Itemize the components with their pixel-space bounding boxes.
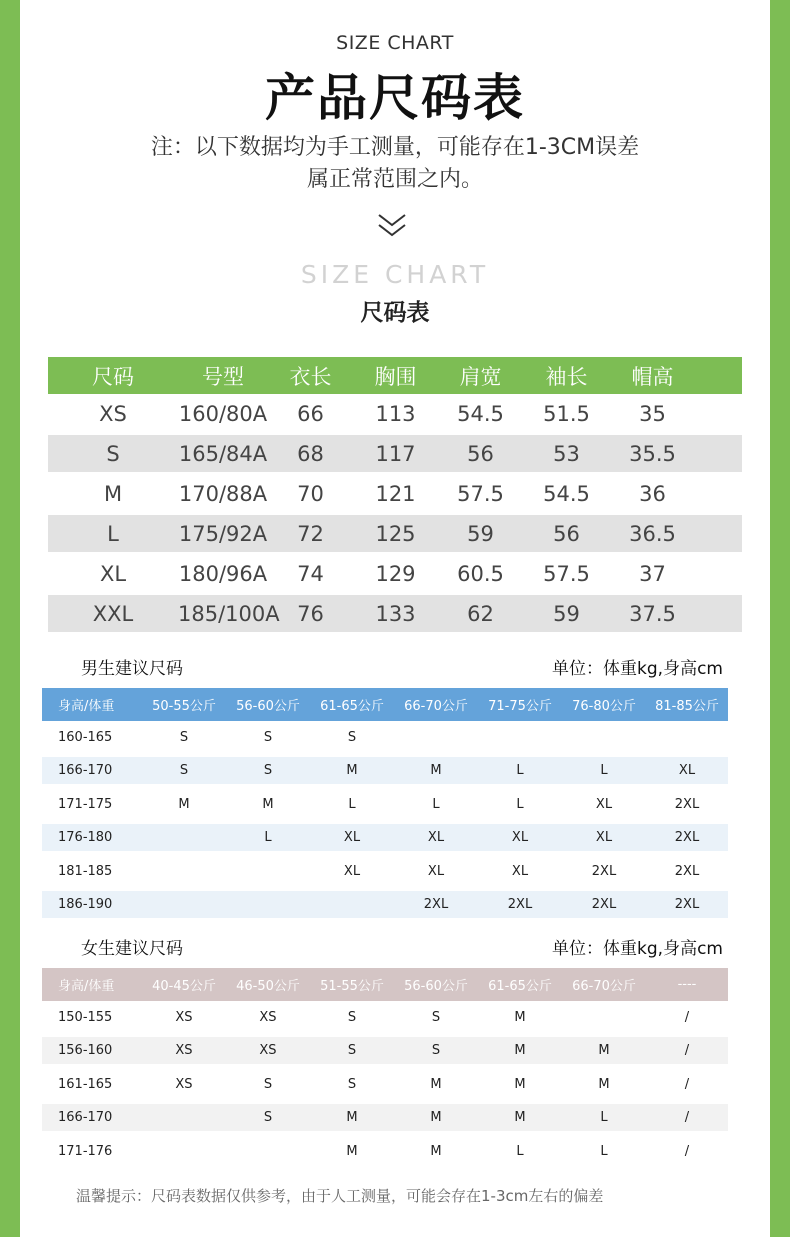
male-unit-label: 单位：体重kg,身高cm — [552, 659, 723, 679]
table-cell: M — [598, 1076, 610, 1092]
header-en-title: SIZE CHART — [336, 32, 454, 54]
double-chevron-down-icon — [376, 212, 408, 240]
table-cell: S — [179, 763, 189, 779]
header-cell: ---- — [677, 977, 697, 992]
header-cell: 50-55公斤 — [152, 699, 216, 714]
size-table-row — [48, 475, 742, 512]
table-cell: XL — [99, 561, 127, 586]
table-cell: 70 — [297, 481, 324, 506]
table-cell: XS — [99, 401, 127, 426]
table-cell: S — [263, 1076, 273, 1092]
table-cell: 72 — [297, 521, 324, 546]
table-cell: M — [346, 763, 358, 779]
table-cell: 171-176 — [58, 1143, 113, 1159]
table-cell: 2XL — [674, 863, 700, 879]
table-cell: XL — [343, 830, 361, 846]
table-cell: S — [179, 730, 189, 745]
table-cell: 56 — [553, 521, 580, 546]
size-chart-page — [20, 0, 770, 1237]
table-cell: L — [107, 521, 119, 546]
measurement-note-line1: 注：以下数据均为手工测量，可能存在1-3CM误差 — [150, 135, 640, 160]
table-cell: M — [514, 1076, 526, 1092]
table-cell: 37 — [639, 561, 666, 586]
table-cell: L — [432, 796, 440, 812]
table-cell: M — [430, 1143, 442, 1159]
section-subtitle: 尺码表 — [360, 300, 430, 326]
header-cell: 51-55公斤 — [320, 979, 384, 994]
table-cell: S — [347, 1043, 357, 1059]
male-table-row — [42, 757, 728, 784]
table-cell: S — [263, 763, 273, 779]
table-cell: 59 — [553, 601, 580, 626]
table-cell: S — [263, 1110, 273, 1126]
table-cell: 156-160 — [58, 1043, 113, 1059]
table-cell: 60.5 — [457, 561, 504, 586]
table-cell: 2XL — [591, 863, 617, 879]
header-cell: 衣长 — [289, 364, 332, 389]
table-cell: XS — [259, 1043, 277, 1059]
table-cell: M — [430, 1076, 442, 1092]
table-cell: XS — [175, 1076, 193, 1092]
header-cell: 56-60公斤 — [404, 979, 468, 994]
table-cell: XL — [343, 863, 361, 879]
table-cell: 56 — [467, 441, 494, 466]
table-cell: 51.5 — [543, 401, 590, 426]
header-cell: 身高/体重 — [58, 699, 115, 714]
table-cell: 57.5 — [543, 561, 590, 586]
table-cell: 35 — [639, 401, 666, 426]
male-table-row — [42, 824, 728, 851]
table-cell: XL — [427, 863, 445, 879]
table-cell: M — [514, 1110, 526, 1126]
table-cell: XS — [175, 1043, 193, 1059]
header-cell: 尺码 — [92, 364, 134, 389]
table-cell: 36 — [639, 481, 666, 506]
table-cell: 53 — [553, 441, 580, 466]
table-cell: XS — [175, 1010, 193, 1025]
table-cell: S — [263, 730, 273, 745]
table-cell: M — [430, 763, 442, 779]
table-cell: 2XL — [674, 796, 700, 812]
table-cell: 185/100A — [178, 601, 280, 626]
male-table-row — [42, 724, 728, 751]
header-cell: 号型 — [202, 364, 244, 389]
table-cell: S — [431, 1043, 441, 1059]
table-cell: L — [600, 1110, 608, 1126]
header-cell: 81-85公斤 — [655, 699, 719, 714]
table-cell: 59 — [467, 521, 494, 546]
table-cell: L — [516, 796, 524, 812]
male-table-header — [42, 688, 728, 721]
page-title: 产品尺码表 — [265, 69, 525, 127]
header-cell: 胸围 — [374, 364, 417, 389]
table-cell: M — [430, 1110, 442, 1126]
table-cell: 133 — [375, 601, 416, 626]
size-table-row — [48, 515, 742, 552]
female-table-header — [42, 968, 728, 1001]
female-table-row — [42, 1037, 728, 1064]
male-table-row — [42, 858, 728, 885]
table-cell: 175/92A — [178, 521, 268, 546]
table-cell: M — [598, 1043, 610, 1059]
table-cell: 2XL — [423, 897, 449, 912]
table-cell: 54.5 — [543, 481, 590, 506]
header-cell: 肩宽 — [459, 364, 502, 389]
measurement-note-line2: 属正常范围之内。 — [306, 167, 483, 192]
table-cell: 125 — [375, 521, 416, 546]
table-cell: XL — [511, 863, 529, 879]
table-cell: L — [600, 1143, 608, 1159]
header-cell: 66-70公斤 — [572, 979, 636, 994]
header-cell: 袖长 — [545, 364, 588, 389]
header-cell: 56-60公斤 — [236, 699, 300, 714]
table-cell: 37.5 — [629, 601, 676, 626]
header-cell: 46-50公斤 — [236, 979, 300, 994]
table-cell: / — [684, 1010, 690, 1025]
size-table-row — [48, 555, 742, 592]
table-cell: 36.5 — [629, 521, 676, 546]
header-cell: 40-45公斤 — [152, 979, 216, 994]
table-cell: 54.5 — [457, 401, 504, 426]
table-cell: 161-165 — [58, 1076, 113, 1092]
table-cell: 57.5 — [457, 481, 504, 506]
table-cell: XS — [259, 1010, 277, 1025]
size-table-row — [48, 395, 742, 432]
table-cell: L — [348, 796, 356, 812]
female-table-row — [42, 1138, 728, 1165]
header-cell: 66-70公斤 — [404, 699, 468, 714]
table-cell: S — [106, 441, 120, 466]
table-cell: M — [346, 1143, 358, 1159]
table-cell: M — [262, 796, 274, 812]
table-cell: M — [103, 481, 123, 506]
table-cell: S — [347, 1076, 357, 1092]
male-table-row — [42, 891, 728, 918]
section-en-subtitle: SIZE CHART — [300, 260, 490, 289]
header-cell: 71-75公斤 — [488, 699, 552, 714]
table-cell: XL — [595, 796, 613, 812]
table-cell: 121 — [375, 481, 416, 506]
table-cell: 2XL — [591, 897, 617, 912]
header-cell: 61-65公斤 — [320, 699, 384, 714]
table-cell: 150-155 — [58, 1010, 113, 1025]
table-cell: 160-165 — [58, 730, 113, 745]
table-cell: 117 — [375, 441, 416, 466]
table-cell: 113 — [375, 401, 416, 426]
table-cell: 129 — [375, 561, 416, 586]
table-cell: M — [346, 1110, 358, 1126]
table-cell: M — [514, 1010, 526, 1025]
table-cell: 2XL — [674, 897, 700, 912]
table-cell: XL — [427, 830, 445, 846]
size-table-row — [48, 595, 742, 632]
female-table-row — [42, 1004, 728, 1031]
table-cell: 62 — [467, 601, 494, 626]
footer-disclaimer: 温馨提示：尺码表数据仅供参考，由于人工测量，可能会存在1-3cm左右的偏差 — [76, 1187, 604, 1205]
header-cell: 61-65公斤 — [488, 979, 552, 994]
table-cell: 170/88A — [178, 481, 268, 506]
table-cell: M — [178, 796, 190, 812]
table-cell: 2XL — [674, 830, 700, 846]
table-cell: / — [684, 1143, 690, 1159]
table-cell: L — [264, 830, 272, 846]
table-cell: 176-180 — [58, 830, 113, 846]
table-cell: XL — [678, 763, 696, 779]
table-cell: 74 — [297, 561, 324, 586]
female-section-title: 女生建议尺码 — [81, 939, 183, 959]
table-cell: S — [347, 1010, 357, 1025]
female-table-row — [42, 1071, 728, 1098]
table-cell: 76 — [297, 601, 324, 626]
table-cell: XL — [595, 830, 613, 846]
size-table-header — [48, 357, 742, 394]
male-section-title: 男生建议尺码 — [81, 659, 183, 679]
size-table-row — [48, 435, 742, 472]
table-cell: L — [516, 763, 524, 779]
table-cell: 35.5 — [629, 441, 676, 466]
table-cell: 171-175 — [58, 796, 113, 812]
table-cell: 166-170 — [58, 763, 113, 779]
table-cell: / — [684, 1043, 690, 1059]
table-cell: / — [684, 1076, 690, 1092]
table-cell: / — [684, 1110, 690, 1126]
header-cell: 身高/体重 — [58, 979, 115, 994]
table-cell: 180/96A — [178, 561, 268, 586]
table-cell: 186-190 — [58, 897, 113, 912]
table-cell: L — [600, 763, 608, 779]
table-cell: 165/84A — [178, 441, 268, 466]
table-cell: M — [514, 1043, 526, 1059]
table-cell: 181-185 — [58, 863, 113, 879]
table-cell: 166-170 — [58, 1110, 113, 1126]
header-cell: 76-80公斤 — [572, 699, 636, 714]
male-table-row — [42, 791, 728, 818]
female-table-row — [42, 1104, 728, 1131]
table-cell: XL — [511, 830, 529, 846]
header-cell: 帽高 — [631, 364, 674, 389]
table-cell: 66 — [297, 401, 324, 426]
table-cell: S — [431, 1010, 441, 1025]
table-cell: S — [347, 730, 357, 745]
female-unit-label: 单位：体重kg,身高cm — [552, 939, 723, 959]
table-cell: XXL — [92, 601, 134, 626]
table-cell: L — [516, 1143, 524, 1159]
table-cell: 160/80A — [178, 401, 268, 426]
table-cell: 2XL — [507, 897, 533, 912]
table-cell: 68 — [297, 441, 324, 466]
